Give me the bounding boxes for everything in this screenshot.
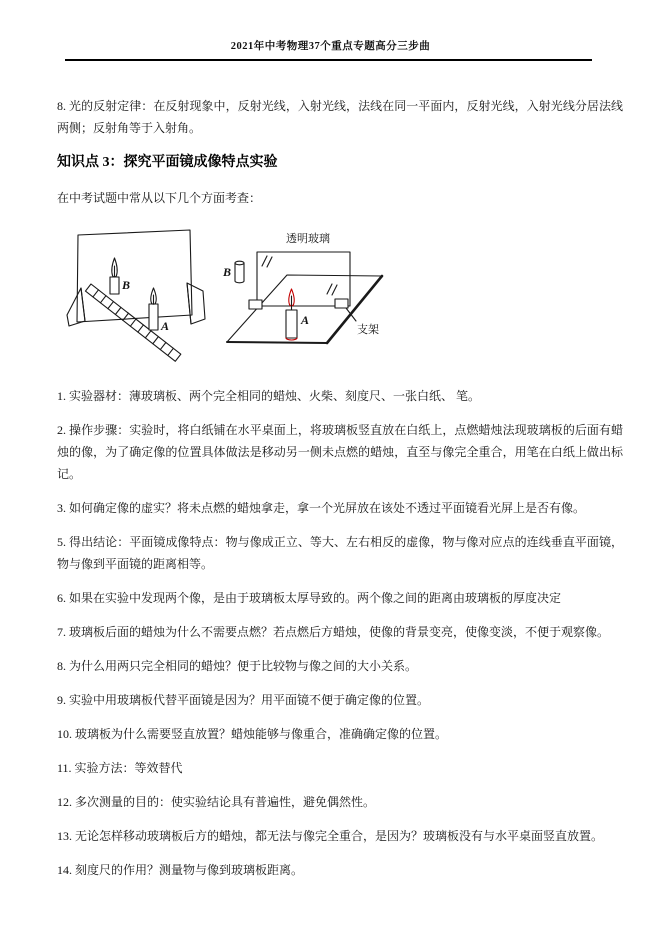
label-candle-a-right: A	[301, 313, 310, 327]
glass-plate	[77, 230, 192, 322]
right-support-wedge	[187, 283, 205, 324]
list-item: 11. 实验方法：等效替代	[57, 761, 183, 775]
list-item: 8. 为什么用两只完全相同的蜡烛？便于比较物与像之间的大小关系。	[57, 659, 418, 673]
document-body	[0, 95, 661, 881]
list-item: 9. 实验中用玻璃板代替平面镜是因为？用平面镜不便于确定像的位置。	[57, 693, 430, 707]
label-stand: 支架	[357, 324, 379, 336]
experiment-figure	[60, 225, 623, 377]
list-item: 3. 如何确定像的虚实？将未点燃的蜡烛拿走，拿一个光屏放在该处不透过平面镜看光屏上是否有像。	[57, 501, 586, 515]
page-header-title: 2021年中考物理37个重点专题高分三步曲	[230, 41, 431, 52]
list-item: 12. 多次测量的目的：使实验结论具有普遍性，避免偶然性。	[57, 795, 376, 809]
header-rule	[65, 59, 592, 61]
diagram-glass-plate-and-ruler	[60, 225, 220, 377]
diagram-transparent-glass-stand	[220, 225, 420, 377]
list-item: 1. 实验器材：薄玻璃板、两个完全相同的蜡烛、火柴、刻度尺、一张白纸、 笔。	[57, 389, 481, 403]
left-support-wedge	[67, 288, 85, 326]
label-candle-b: B	[122, 278, 131, 292]
list-item: 10. 玻璃板为什么需要竖直放置？蜡烛能够与像重合，准确确定像的位置。	[57, 727, 448, 741]
label-candle-a: A	[161, 319, 170, 333]
list-item: 5. 得出结论：平面镜成像特点：物与像成正立、等大、左右相反的虚像，物与像对应点的连线垂直平面镜，物与像到平面镜的距离相等。	[57, 535, 623, 571]
section-heading: 知识点 3：探究平面镜成像特点实验	[57, 155, 278, 170]
candle-a-lit	[286, 289, 297, 340]
page-header	[0, 0, 661, 61]
left-bracket	[249, 300, 262, 309]
right-bracket	[335, 299, 348, 308]
candle-a-front	[149, 288, 158, 330]
candle-b-spare	[235, 261, 244, 283]
list-item: 6. 如果在实验中发现两个像，是由于玻璃板太厚导致的。两个像之间的距离由玻璃板的厚度决定	[57, 591, 562, 605]
paragraph-lead-in: 在中考试题中常从以下几个方面考查：	[57, 191, 262, 205]
list-item: 13. 无论怎样移动玻璃板后方的蜡烛，都无法与像完全重合，是因为？玻璃板没有与水平桌面竖直放置。	[57, 829, 604, 843]
label-transparent-glass: 透明玻璃	[286, 233, 330, 245]
list-item: 7. 玻璃板后面的蜡烛为什么不需要点燃？若点燃后方蜡烛，使像的背景变亮，使像变淡，不便于观察像。	[57, 625, 610, 639]
list-item: 14. 刻度尺的作用？测量物与像到玻璃板距离。	[57, 863, 304, 877]
paragraph-reflection-law: 8. 光的反射定律：在反射现象中，反射光线，入射光线，法线在同一平面内，反射光线，入射光线分居法线两侧；反射角等于入射角。	[57, 99, 623, 135]
candle-b-back	[110, 258, 119, 294]
list-item: 2. 操作步骤：实验时，将白纸铺在水平桌面上，将玻璃板竖直放在白纸上，点燃蜡烛法现玻璃板的后面有蜡烛的像，为了确定像的位置具体做法是移动另一侧未点燃的蜡烛，直至与像完全重合，用笔在白纸上做出标记。	[57, 423, 623, 481]
label-candle-b-right: B	[223, 265, 232, 279]
